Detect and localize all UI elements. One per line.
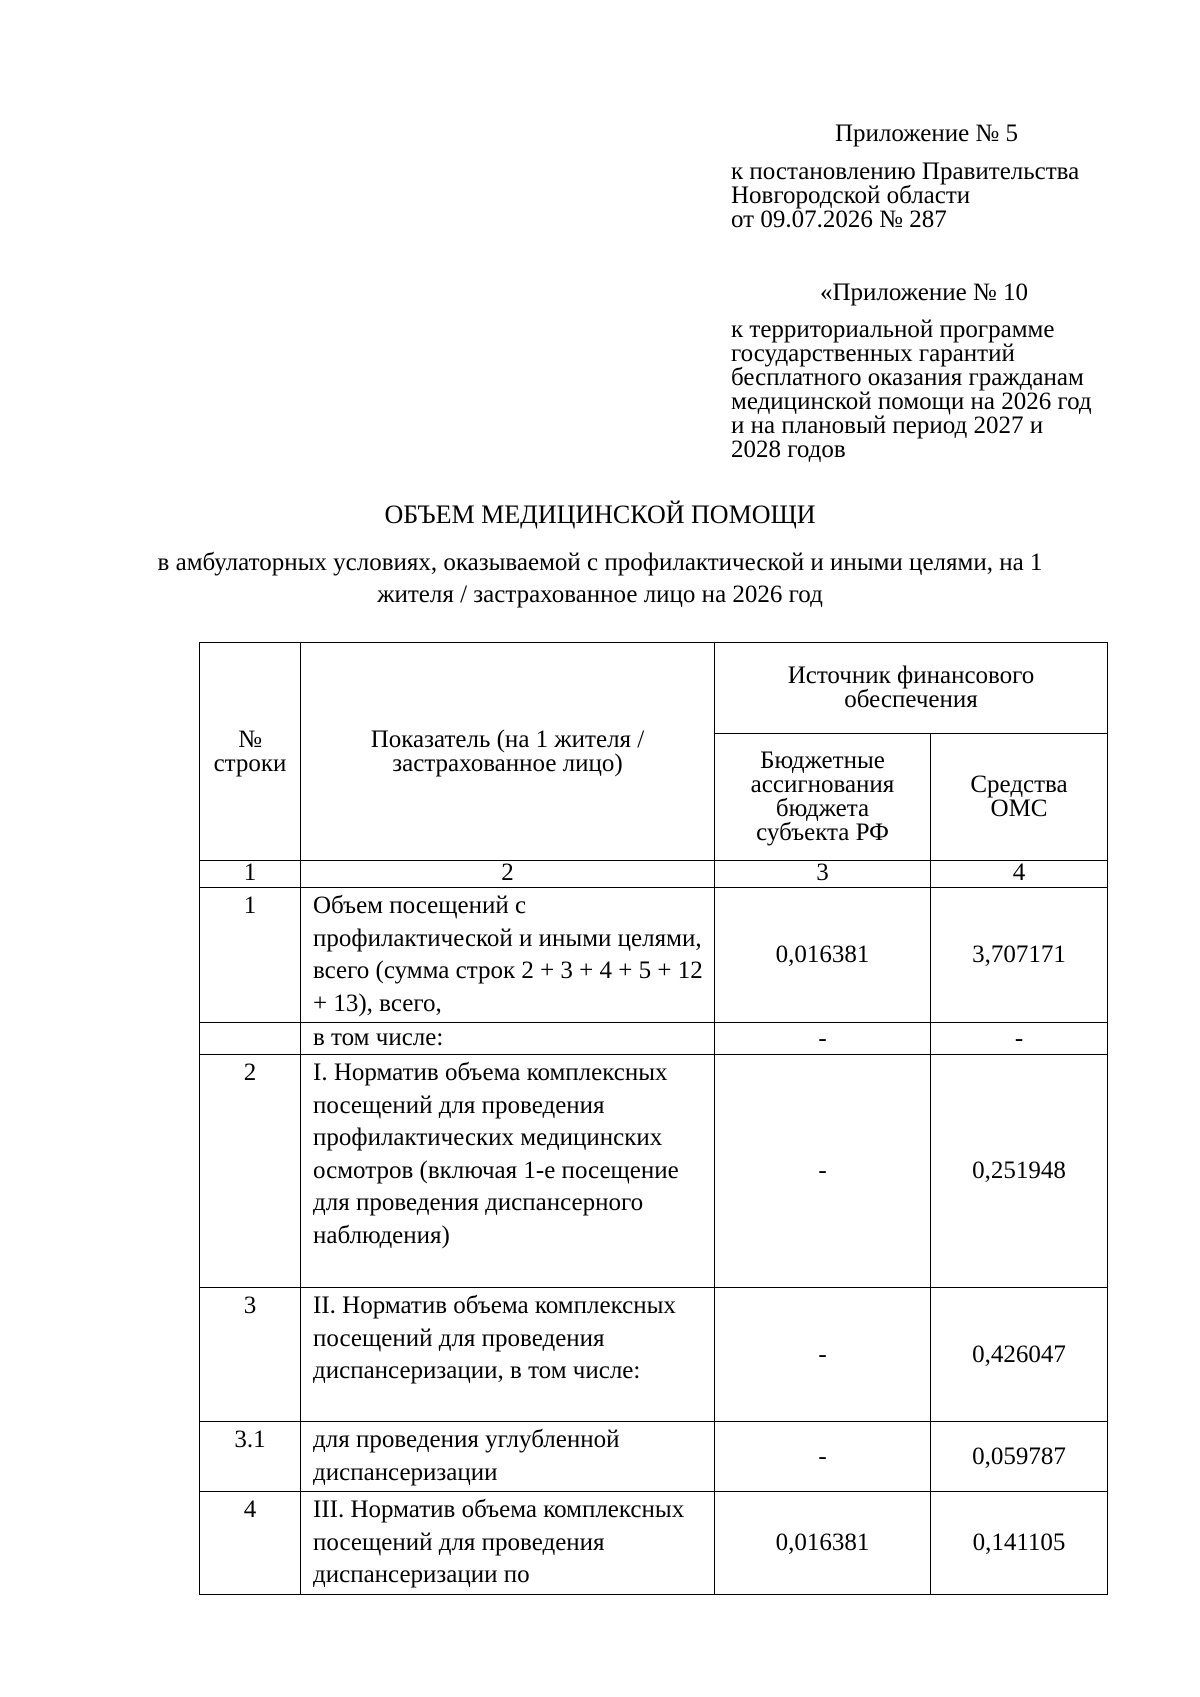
document-title: ОБЪЕМ МЕДИЦИНСКОЙ ПОМОЩИ (384, 500, 816, 529)
column-number: 1 (200, 861, 301, 888)
row-number (200, 1023, 301, 1055)
table-row (200, 888, 1108, 1023)
row-number: 1 (200, 888, 301, 1023)
row-number: 3.1 (200, 1422, 301, 1492)
table-row (200, 1055, 1108, 1288)
table-row (200, 1288, 1108, 1422)
document-subtitle: в амбулаторных условиях, оказываемой с профилактической и иными целями, на 1 жителя / застрахованное лицо на 2026 год (157, 549, 1043, 608)
row-budget-value: 0,016381 (715, 1492, 931, 1595)
header-row-number: № строки (200, 643, 301, 861)
row-number: 2 (200, 1055, 301, 1288)
row-indicator: III. Норматив объема комплексных посещений для проведения диспансеризации по (301, 1492, 715, 1595)
table-row (200, 1023, 1108, 1055)
row-budget-value: - (715, 1055, 931, 1288)
appendix-reference (731, 160, 1079, 232)
row-budget-value: - (715, 1288, 931, 1422)
column-number-row (200, 861, 1108, 888)
column-number: 2 (301, 861, 715, 888)
appendix2-line: к территориальной программе (731, 316, 1055, 343)
header-indicator: Показатель (на 1 жителя / застрахованное лицо) (301, 643, 715, 861)
row-number: 3 (200, 1288, 301, 1422)
header-oms: Средства ОМС (931, 734, 1108, 861)
table-row (200, 1422, 1108, 1492)
row-oms-value: 3,707171 (931, 888, 1108, 1023)
row-oms-value: 0,059787 (931, 1422, 1108, 1492)
row-indicator: для проведения углубленной диспансеризации (301, 1422, 715, 1492)
row-oms-value: - (931, 1023, 1108, 1055)
appendix2-line: бесплатного оказания гражданам (731, 364, 1084, 391)
header-budget: Бюджетные ассигнования бюджета субъекта РФ (715, 734, 931, 861)
row-indicator: Объем посещений с профилактической и иными целями, всего (сумма строк 2 + 3 + 4 + 5 + 12 + 13), всего, (301, 888, 715, 1023)
appendix-line: от 09.07.2026 № 287 (731, 206, 947, 233)
row-indicator: в том числе: (301, 1023, 715, 1055)
header-funding-source: Источник финансового обеспечения (715, 643, 1108, 734)
row-budget-value: - (715, 1023, 931, 1055)
row-budget-value: 0,016381 (715, 888, 931, 1023)
appendix2-line: и на плановый период 2027 и (731, 412, 1044, 439)
appendix2-title: «Приложение № 10 (820, 279, 1029, 306)
appendix-line: Новгородской области (731, 182, 971, 209)
row-oms-value: 0,141105 (931, 1492, 1108, 1595)
row-oms-value: 0,251948 (931, 1055, 1108, 1288)
volume-table (199, 642, 1108, 1595)
row-indicator: I. Норматив объема комплексных посещений для проведения профилактических медицинских осмотров (включая 1-е посещение для проведения диспансерного наблюдения) (301, 1055, 715, 1288)
appendix2-line: медицинской помощи на 2026 год (731, 388, 1092, 415)
appendix-title: Приложение № 5 (835, 120, 1019, 147)
row-number: 4 (200, 1492, 301, 1595)
table-header-row (200, 643, 1108, 734)
appendix-line: к постановлению Правительства (731, 158, 1080, 185)
appendix2-line: 2028 годов (731, 436, 846, 463)
row-indicator: II. Норматив объема комплексных посещений для проведения диспансеризации, в том числе: (301, 1288, 715, 1422)
row-oms-value: 0,426047 (931, 1288, 1108, 1422)
appendix2-line: государственных гарантий (731, 340, 1015, 367)
table-row (200, 1492, 1108, 1595)
column-number: 4 (931, 861, 1108, 888)
column-number: 3 (715, 861, 931, 888)
appendix2-reference (731, 318, 1092, 462)
row-budget-value: - (715, 1422, 931, 1492)
